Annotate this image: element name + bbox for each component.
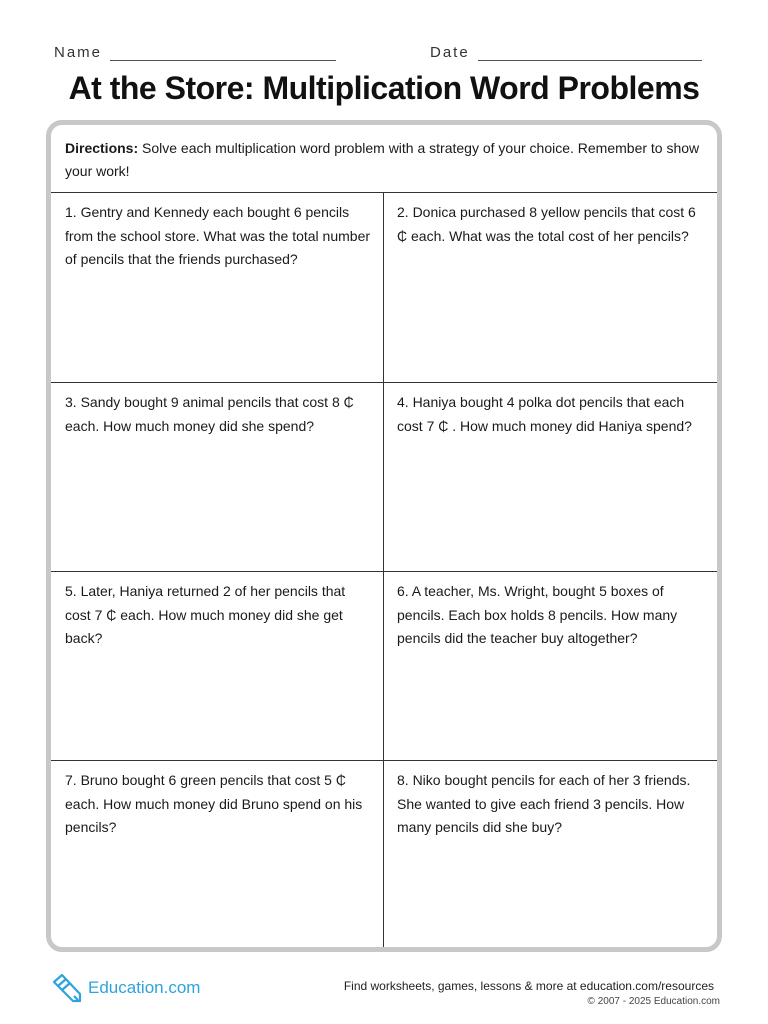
- name-field[interactable]: [54, 44, 336, 61]
- problem-6-text: 6. A teacher, Ms. Wright, bought 5 boxes of pencils. Each box holds 8 pencils. How many pencils did the teacher buy altogether?: [397, 583, 678, 646]
- name-date-row: [54, 44, 714, 66]
- problem-7-text: 7. Bruno bought 6 green pencils that cost 5 ₵ each. How much money did Bruno spend on his pencils?: [65, 772, 363, 835]
- name-label: Name: [54, 44, 103, 61]
- date-field[interactable]: [430, 44, 702, 61]
- directions-box: [51, 125, 717, 193]
- problem-8[interactable]: [384, 761, 717, 947]
- problem-6[interactable]: [384, 572, 717, 760]
- problem-3[interactable]: [51, 383, 383, 571]
- problem-5-text: 5. Later, Haniya returned 2 of her pencils that cost 7 ₵ each. How much money did she get back?: [65, 583, 346, 646]
- brand-logo[interactable]: [50, 972, 200, 1004]
- footer-tagline: Find worksheets, games, lessons & more at education.com/resources: [343, 979, 714, 993]
- date-label: Date: [430, 44, 470, 61]
- problem-2-text: 2. Donica purchased 8 yellow pencils that cost 6 ₵ each. What was the total cost of her pencils?: [397, 204, 696, 244]
- problem-4[interactable]: [384, 383, 717, 571]
- page-title: At the Store: Multiplication Word Problems: [68, 70, 700, 106]
- name-line[interactable]: [110, 44, 336, 61]
- problem-1[interactable]: [51, 193, 383, 382]
- brand-name: Education.com: [88, 978, 201, 997]
- problem-1-text: 1. Gentry and Kennedy each bought 6 pencils from the school store. What was the total number of pencils that the friends purchased?: [65, 204, 371, 267]
- problem-7[interactable]: [51, 761, 383, 947]
- copyright-text: © 2007 - 2025 Education.com: [587, 996, 720, 1007]
- directions-label: Directions:: [65, 140, 139, 156]
- pencil-logo-icon: [50, 972, 84, 1004]
- problem-8-text: 8. Niko bought pencils for each of her 3 friends. She wanted to give each friend 3 pencils. How many pencils did she buy?: [397, 772, 691, 835]
- problem-3-text: 3. Sandy bought 9 animal pencils that cost 8 ₵ each. How much money did she spend?: [65, 394, 354, 434]
- date-line[interactable]: [478, 44, 702, 61]
- worksheet-frame: [46, 120, 722, 952]
- problem-4-text: 4. Haniya bought 4 polka dot pencils that each cost 7 ₵ . How much money did Haniya spend?: [397, 394, 692, 434]
- directions-text: Solve each multiplication word problem with a strategy of your choice. Remember to show your work!: [65, 140, 700, 179]
- problem-2[interactable]: [384, 193, 717, 382]
- problem-5[interactable]: [51, 572, 383, 760]
